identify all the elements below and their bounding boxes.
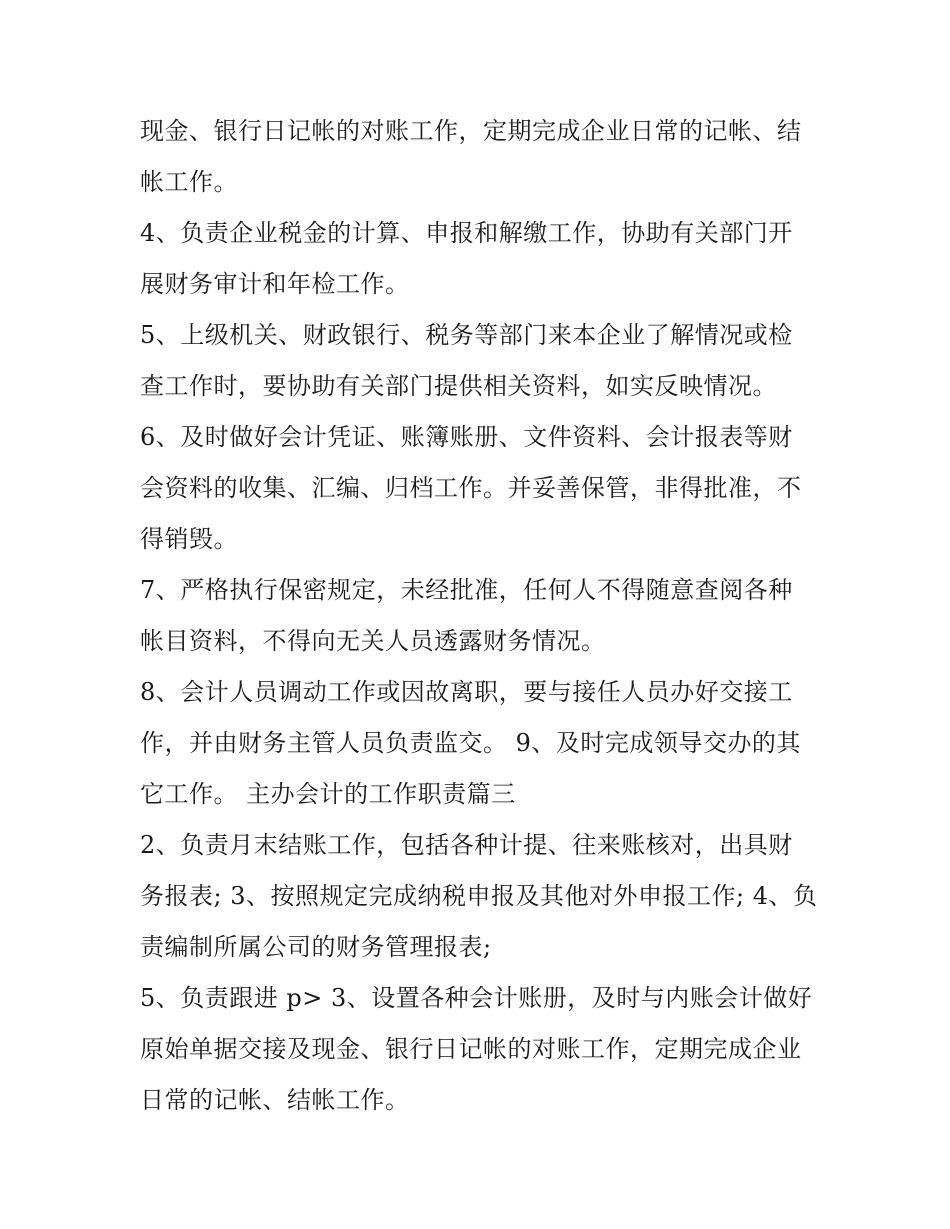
text-line: 责编制所属公司的财务管理报表; — [140, 933, 492, 961]
text-line: 4、负责企业税金的计算、申报和解缴工作，协助有关部门开 — [140, 219, 793, 247]
text-line: 5、负责跟进 p> 3、设置各种会计账册，及时与内账会计做好 — [140, 984, 813, 1012]
text-line: 原始单据交接及现金、银行日记帐的对账工作，定期完成企业 — [140, 1035, 802, 1063]
text-line: 帐目资料，不得向无关人员透露财务情况。 — [140, 627, 606, 655]
text-line: 8、会计人员调动工作或因故离职，要与接任人员办好交接工 — [140, 678, 793, 706]
text-line: 得销毁。 — [140, 525, 238, 553]
text-line: 展财务审计和年检工作。 — [140, 270, 410, 298]
text-line: 7、严格执行保密规定，未经批准，任何人不得随意查阅各种 — [140, 576, 793, 604]
text-line: 日常的记帐、结帐工作。 — [140, 1086, 410, 1114]
text-line: 务报表; 3、按照规定完成纳税申报及其他对外申报工作; 4、负 — [140, 882, 818, 910]
text-line: 它工作。 主办会计的工作职责篇三 — [140, 780, 516, 808]
text-line: 6、及时做好会计凭证、账簿账册、文件资料、会计报表等财 — [140, 423, 793, 451]
text-line: 帐工作。 — [140, 168, 238, 196]
text-line: 2、负责月末结账工作，包括各种计提、往来账核对，出具财 — [140, 831, 793, 859]
text-line: 现金、银行日记帐的对账工作，定期完成企业日常的记帐、结 — [140, 117, 802, 145]
text-line: 5、上级机关、财政银行、税务等部门来本企业了解情况或检 — [140, 321, 793, 349]
text-line: 作，并由财务主管人员负责监交。 9、及时完成领导交办的其 — [140, 729, 801, 757]
text-line: 查工作时，要协助有关部门提供相关资料，如实反映情况。 — [140, 372, 777, 400]
document-body — [140, 106, 820, 1126]
text-line: 会资料的收集、汇编、归档工作。并妥善保管，非得批准，不 — [140, 474, 802, 502]
